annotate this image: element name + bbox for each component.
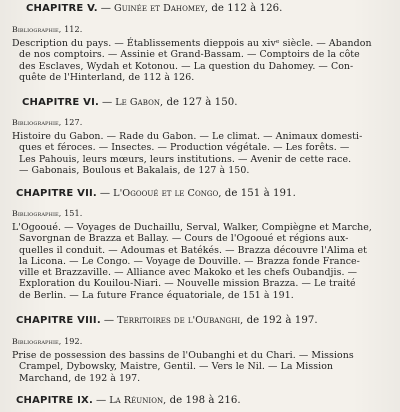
bibliography-page: 127. — [64, 117, 83, 127]
summary-line: quelles il conduit. — Adoumas et Batékés. — Brazza découvre l'Alima et — [19, 244, 368, 256]
chapter-number: CHAPITRE IX. — [16, 395, 93, 406]
summary-line: de nos comptoirs. — Assinie et Grand-Bassam. — Comptoirs de la côte — [19, 49, 360, 61]
summary-line: quête de l'Hinterland, de 112 à 126. — [19, 71, 195, 83]
chapter-section — [12, 395, 392, 407]
chapter-pages: de 192 à 197. — [246, 315, 318, 326]
summary-line: Savorgnan de Brazza et Ballay. — Cours de l'Ogooué et régions aux- — [19, 233, 349, 245]
bibliography-label: Bibliographie, — [12, 337, 62, 346]
chapter-title: Territoires de l'Oubanghi, — [117, 315, 244, 326]
summary-line: ville et Brazzaville. — Alliance avec Makoko et les chefs Oubandjis. — — [19, 267, 358, 279]
summary-line: Marchand, de 192 à 197. — [19, 372, 141, 384]
chapter-pages: de 198 à 216. — [169, 395, 241, 406]
bibliography-line — [12, 24, 392, 35]
chapter-summary — [12, 222, 392, 301]
chapter-section — [12, 3, 392, 83]
summary-line: de Berlin. — La future France équatoriale, de 151 à 191. — [19, 289, 294, 301]
chapter-heading: CHAPITRE V. — Guinée et Dahomey, de 112 à 126. — [26, 3, 283, 14]
chapter-number: CHAPITRE VIII. — [16, 315, 101, 326]
chapter-title: La Réunion, — [109, 395, 167, 406]
chapter-title: Guinée et Dahomey, — [114, 3, 209, 14]
bibliography-line — [12, 117, 392, 128]
chapter-summary — [12, 131, 392, 176]
summary-line: Histoire du Gabon. — Rade du Gabon. — Le climat. — Animaux domesti- — [12, 131, 363, 142]
bibliography-label: Bibliographie, — [12, 25, 62, 34]
chapter-number: CHAPITRE V. — [26, 3, 98, 14]
chapter-number: CHAPITRE VI. — [22, 97, 99, 108]
bibliography-label: Bibliographie, — [12, 209, 62, 218]
bibliography-line — [12, 336, 392, 347]
chapter-heading: CHAPITRE IX. — La Réunion, de 198 à 216. — [16, 395, 241, 406]
summary-line: la Licona. — Le Congo. — Voyage de Douville. — Brazza fonde France- — [19, 255, 360, 267]
summary-line: L'Ogooué. — Voyages de Duchaillu, Serval, Walker, Compiègne et Marche, — [12, 222, 372, 233]
chapter-summary — [12, 38, 392, 83]
chapter-section — [12, 188, 392, 301]
summary-line: Exploration du Kouilou-Niari. — Nouvelle mission Brazza. — Le traité — [19, 278, 356, 290]
chapter-pages: de 151 à 191. — [224, 188, 296, 199]
chapter-pages: de 112 à 126. — [211, 3, 283, 14]
chapter-section — [12, 315, 392, 384]
summary-line: Description du pays. — Établissements dieppois au xivᵉ siècle. — Abandon — [12, 38, 372, 49]
chapter-title: Le Gabon, — [115, 97, 164, 108]
chapter-section — [12, 97, 392, 176]
chapter-title: L'Ogooué et le Congo, — [113, 188, 222, 199]
summary-line: ques et féroces. — Insectes. — Production végétale. — Les forêts. — — [19, 142, 350, 154]
summary-line: des Esclaves, Wydah et Kotonou. — La question du Dahomey. — Con- — [19, 60, 354, 72]
chapter-heading: CHAPITRE VII. — L'Ogooué et le Congo, de 151 à 191. — [16, 188, 296, 199]
summary-line: Prise de possession des bassins de l'Oubanghi et du Chari. — Missions — [12, 350, 354, 361]
bibliography-line — [12, 208, 392, 219]
chapter-pages: de 127 à 150. — [166, 97, 238, 108]
chapter-summary — [12, 350, 392, 384]
chapter-heading: CHAPITRE VIII. — Territoires de l'Oubanghi, de 192 à 197. — [16, 315, 318, 326]
bibliography-page: 112. — [64, 24, 83, 34]
summary-line: Crampel, Dybowsky, Maistre, Gentil. — Vers le Nil. — La Mission — [19, 361, 334, 373]
bibliography-label: Bibliographie, — [12, 118, 62, 127]
bibliography-page: 151. — [64, 208, 83, 218]
chapter-number: CHAPITRE VII. — [16, 188, 97, 199]
bibliography-page: 192. — [64, 336, 83, 346]
summary-line: — Gabonais, Boulous et Bakalais, de 127 à 150. — [19, 164, 250, 176]
chapter-heading: CHAPITRE VI. — Le Gabon, de 127 à 150. — [22, 97, 238, 108]
summary-line: Les Pahouis, leurs mœurs, leurs institutions. — Avenir de cette race. — [19, 153, 352, 165]
